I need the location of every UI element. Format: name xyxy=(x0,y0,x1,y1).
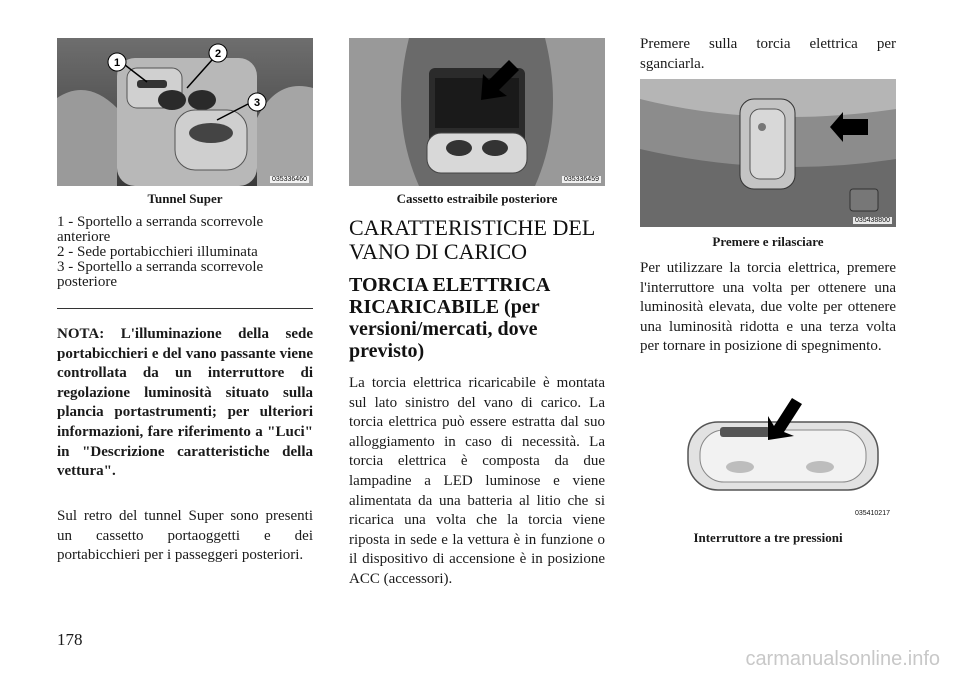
callout-2: 2 xyxy=(214,48,222,60)
note-paragraph: NOTA: L'illuminazione della sede portabicchieri e del vano passante viene controllata da un interruttore di regolazione luminosità situato sulla plancia portastrumenti; per ulteriori informazioni, fare riferimento a "Luci" in "Descrizione caratteristiche della vettura". xyxy=(57,326,313,480)
legend-item-1: 1 - Sportello a serranda scorrevole anteriore xyxy=(57,214,264,245)
subsection-heading: TORCIA ELETTRICA RICARICABILE (per versioni/mercati, dove previsto) xyxy=(349,274,550,362)
callout-3: 3 xyxy=(253,97,261,109)
torch-release-instruction: Premere sulla torcia elettrica per sganciarla. xyxy=(640,36,896,72)
switch-illustration xyxy=(680,392,896,520)
drawer-caption: Cassetto estraibile posteriore xyxy=(396,191,558,206)
legend-divider xyxy=(57,308,313,309)
watermark: carmanualsonline.info xyxy=(745,648,940,670)
rear-drawer-photo xyxy=(349,38,605,186)
legend-item-3: 3 - Sportello a serranda scorrevole posteriore xyxy=(57,259,264,290)
switch-photo xyxy=(680,392,896,520)
tunnel-caption: Tunnel Super xyxy=(147,191,223,206)
callout-1: 1 xyxy=(113,57,121,69)
page-number: 178 xyxy=(57,630,83,649)
section-heading: CARATTERISTICHE DEL VANO DI CARICO xyxy=(349,215,595,264)
torch-photo-code: 035438800 xyxy=(854,217,890,224)
drawer-photo-code: 035336459 xyxy=(563,176,599,183)
tunnel-rear-paragraph: Sul retro del tunnel Super sono presenti un cassetto portaoggetti e dei portabicchieri per i passeggeri posteriori. xyxy=(57,508,313,564)
rear-drawer-illustration xyxy=(349,38,605,186)
torch-photo xyxy=(640,79,896,227)
switch-photo-code: 035410217 xyxy=(854,510,890,517)
tunnel-photo-code: 035336460 xyxy=(271,176,307,183)
tunnel-super-photo xyxy=(57,38,313,186)
legend-list xyxy=(57,215,313,290)
torch-description-paragraph: La torcia elettrica ricaricabile è montata sul lato sinistro del vano di carico. La torcia elettrica può essere estratta dal suo alloggiamento in caso di necessità. La torcia elettrica è composta da due lampadine a LED luminose e viene alimentata da una batteria al litio che si ricarica una volta che la torcia viene riposta in sede e la vettura è in funzione o il dispositivo di accensione è in posizione ACC (accessori). xyxy=(349,375,605,587)
torch-usage-paragraph: Per utilizzare la torcia elettrica, premere l'interruttore una volta per ottenere una luminosità elevata, due volte per ottenere una luminosità ridotta e una terza volta per tornare in posizione di spegnimento. xyxy=(640,260,896,355)
tunnel-super-illustration xyxy=(57,38,313,186)
switch-caption: Interruttore a tre pressioni xyxy=(693,530,843,545)
legend-item-2: 2 - Sede portabicchieri illuminata xyxy=(57,244,258,260)
torch-illustration xyxy=(640,79,896,227)
torch-caption: Premere e rilasciare xyxy=(712,234,824,249)
